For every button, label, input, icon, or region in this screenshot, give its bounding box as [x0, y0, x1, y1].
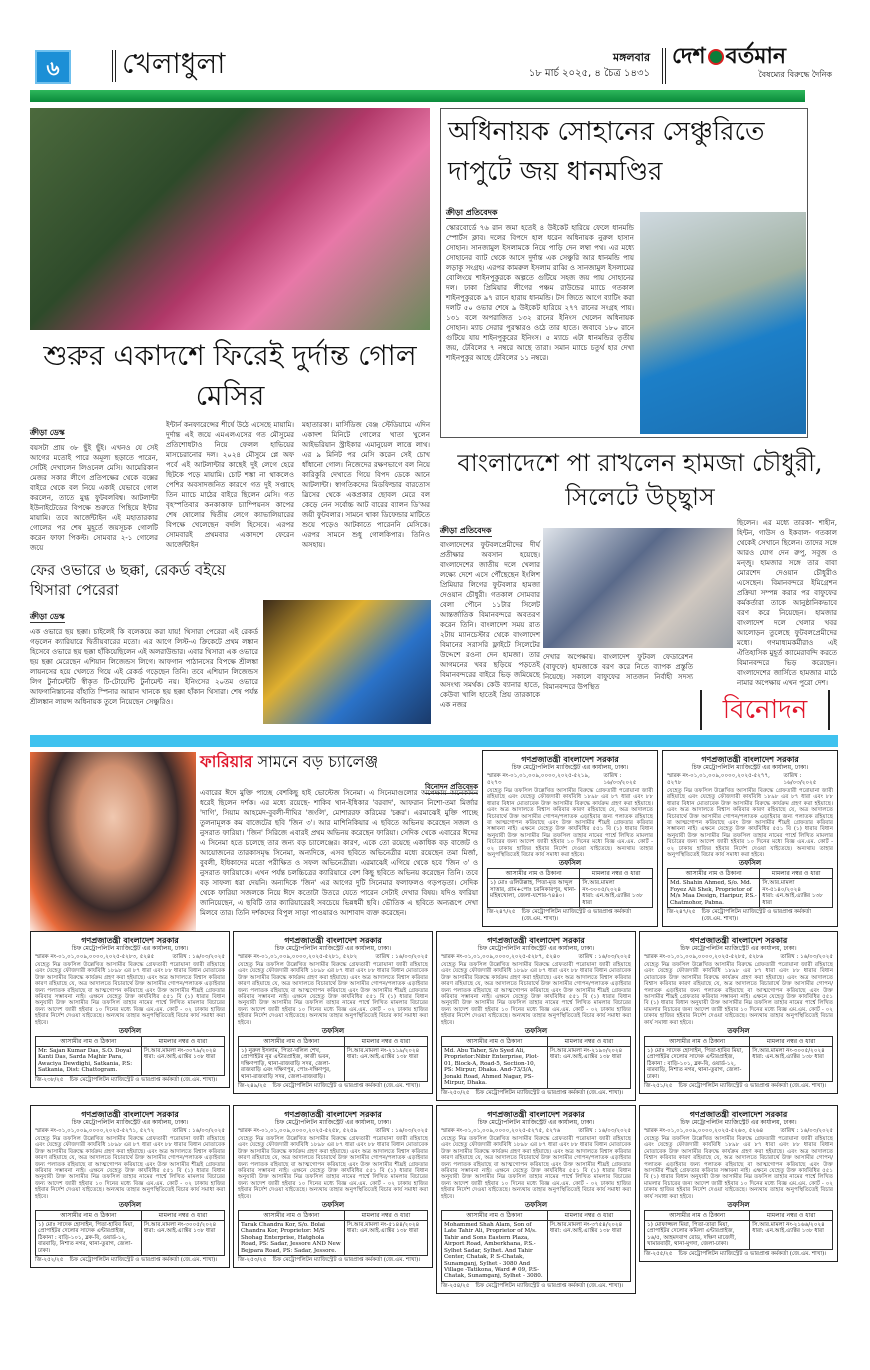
notice-office: চিফ মেট্রোপলিটন ম্যাজিস্ট্রেট এর কার্যালয়, ঢাকা। — [71, 1119, 189, 1126]
notice-body: যেহেতু নিম্ন তফসিল উল্লেখিত আসামীর বিরুদ্ধে গ্রেফতারী পরোয়ানা জারী রহিয়াছে এবং যেহেতু ফৌজদারী কার্যবিধি ১৮৯৮ এর ৮৭ ধারা এবং ৮৮ ধারার বিধান মোতাবেক উক্ত আসামীর বিরুদ্ধে কার্যক্রম গ্রহণ করা হইয়াছে। এবং অত্র আদালতে বিশ্বাস করিবার কারণ রহিয়াছে যে, অত্র আদালতে বিচারার্থে উক্ত আসামীর গোপন/পলাতক এড়াইবার জন্য পলাতক রহিয়াছে বা আত্মগোপন করিয়াছে এবং উক্ত আসামীর শীঘ্রই গ্রেফতার করিবার সম্ভাবনা নাই। এক্ষনে যেহেতু উক্ত কার্যবিধির ৫৫১ বি (১) ধারার বিধান অনুযায়ী উক্ত আসামীর নিম্ন তফসিল তাহার নামের পার্শ্বে লিখিত মামলার বিচারের জন্য আদেশ জারী হইবার ১০ দিনের মধ্যে বিজ্ঞ এম.এম. কোর্ট - ০২ ঢাকায় হাজির হইবার নির্দেশ দেওয়া যাইতেছে। অন্যথায় তাহার অনুপস্থিতিতেই বিচার কার্য সমাধা করা হইবে। — [667, 788, 833, 859]
messi-body-1: বয়সটা প্রায় ৩৮ ছুঁই ছুঁই। এখনও যে সেই আগের মতোই পারে অমূল্য ছড়াতে পারেন, সেটিই দেখালেন লিওনেল মেসি। আমেরিকান মেজর সকার লীগে প্রতিপক্ষের থেকে বক্সের বাইরে থেকে বল নিয়ে একাই যেভাবে গোল করলেন, তাতে মুগ্ধ ফুটবলবিশ্ব। আটলান্টা ইউনাইটেডের বিপক্ষে শুরুতে পিছিয়ে ইন্টার মায়ামি। তবে আর্জেন্টাইন এই মহাতারকার গোলের পর শেষ মুহূর্তে জয়সূচক গোলটি করেন ফাফা পিকল্ট। সোমবার ২-১ গোলের জয়ে — [30, 444, 158, 552]
notice-accused: ১) নুরুল ইসলাম, পিতা-খলিল শেখ, প্রোপাইটর নূর এন্টারপ্রাইজ, কাজী ভবন, দক্ষিণপাড়ি, থানা-রাজবাড়ি সদর, জেলা-রাজবাড়ি এবং দক্ষিণপুর, পোঃ-দক্ষিণপুর, থানা-রাজবাড়ি সদর, জেলা-রাজবাড়ি। — [239, 1047, 345, 1082]
notice-col-name: আসামীর নাম ও ঠিকানা — [239, 1211, 345, 1221]
perera-headline[interactable]: ফের ওভারে ৬ ছক্কা, রেকর্ড বইয়ে থিসারা পেরেরা — [30, 561, 226, 599]
notice-office: চিফ মেট্রোপলিটন ম্যাজিস্ট্রেট এর কার্যালয়, ঢাকা। — [71, 945, 189, 952]
hamza-photo — [543, 528, 733, 648]
notice-col-case: মামলার নম্বর ও ধারা — [141, 1211, 224, 1221]
notice-body: যেহেতু নিম্ন তফসিল উল্লেখিত আসামীর বিরুদ্ধে গ্রেফতারী পরোয়ানা জারী রহিয়াছে এবং যেহেতু ফৌজদারী কার্যবিধি ১৮৯৮ এর ৮৭ ধারা এবং ৮৮ ধারার বিধান মোতাবেক উক্ত আসামীর বিরুদ্ধে কার্যক্রম গ্রহণ করা হইয়াছে। এবং অত্র আদালতে বিশ্বাস করিবার কারণ রহিয়াছে যে, অত্র আদালতে বিচারার্থে উক্ত আসামীর গোপন/পলাতক এড়াইবার জন্য পলাতক রহিয়াছে বা আত্মগোপন করিয়াছে এবং উক্ত আসামীর শীঘ্রই গ্রেফতার করিবার সম্ভাবনা নাই। এক্ষনে যেহেতু উক্ত কার্যবিধির ৫৫১ বি (১) ধারার বিধান অনুযায়ী উক্ত আসামীর নিম্ন তফসিল তাহার নামের পার্শ্বে লিখিত মামলার বিচারের জন্য আদেশ জারী হইবার ১০ দিনের মধ্যে বিজ্ঞ এম.এম. কোর্ট - ০২ ঢাকায় হাজির হইবার নির্দেশ দেওয়া যাইতেছে। অন্যথায় তাহার অনুপস্থিতিতেই বিচার কার্য সমাধা করা হইবে। — [238, 962, 428, 1026]
notice-case-number: সি.আর.মামলা নং-৩৭৫৪/২০২৪ — [549, 1222, 623, 1229]
legal-notice — [436, 931, 636, 1101]
notice-col-name: আসামীর নাম ও ঠিকানা — [668, 869, 760, 879]
notice-code: জি-২৪৯/২৫ — [238, 1083, 267, 1090]
notice-signature: চিফ মেট্রোপলিটন ম্যাজিস্ট্রেট ও ভারপ্রাপ্ত কর্মকর্তা (জে.এম. শাখা)। — [521, 909, 631, 923]
notice-ref: স্মারক নং-০১,০১,০০৯,০০০০,২০২৫-৫২৮৩, ৫২৪৫ — [35, 954, 155, 960]
notice-accused: ১) মোঃ সাদেক হোসাইন, পিতা-হাবিব মিয়া, প্রোপাইটর দেলোর সাদেক এন্টারপ্রাইজ, ঠিকানা : বাড়ি-১০১, ব্লক-বি, ওয়ার্ড-১২, বারবাড়ি, নিশাত নগর, থানা-তুরাগ, জেলা-ঢাকা। — [645, 1047, 750, 1082]
date-block — [470, 50, 650, 82]
notice-office: চিফ মেট্রোপলিটন ম্যাজিস্ট্রেট এর কার্যালয়, ঢাকা। — [477, 1119, 595, 1126]
notice-accused: ১) মোঃ ওলিউল্লাহ, পিতা-মৃত আব্দুল সাত্তার, গ্রাম+পোঃ চরনিকারপুর, থানা-মহিষখোলা, জেলা-যশোর-৭৪৪০। — [488, 879, 580, 908]
notice-ref-row — [487, 773, 653, 787]
hamza-col-1 — [440, 518, 540, 710]
notice-col-case: মামলার নম্বর ও ধারা — [344, 1211, 427, 1221]
notice-table — [487, 868, 653, 908]
sohan-body: স্কোরবোর্ডে ৭৬ রান জমা হতেই ৪ উইকেট হারিয়ে ফেলে ধানমন্ডি স্পোর্টস ক্লাব। দলের বিপদে হাল ধরেন অধিনায়ক নুরুল হাসান সোহান। সানজামুল ইসলামকে নিয়ে পাড়ি দেন লম্বা পথ। এর মধ্যে সোহানের ব্যাট থেকে আসে দুর্দান্ত এক সেঞ্চুরি আর ধানমন্ডি পায় লড়াকু সংগ্রহ। এরপর কামরুল ইসলাম রাব্বি ও সানজামুল ইসলামের বোলিংয়ে শাইনপুকুরকে অল্পতে গুটিয়ে সহজ জয় পায় সোহানের দল। ঢাকা প্রিমিয়ার লীগের পঞ্চম রাউন্ডের ম্যাচে গতকাল শাইনপুকুরকে ৯৭ রানে হারায় ধানমন্ডি। টস জিতে আগে ব্যাটিং করা দলটি ৫০ ওভার শেষে ৯ উইকেট হারিয়ে ২৭৭ রানের সংগ্রহ পায়। ১৩১ বলে অপরাজিত ১৩২ রানের ইনিংস খেলেন অধিনায়ক সোহান। ম্যাচ সেরার পুরস্কারও ওঠে তার হাতে। জবাবে ১৮০ রানে গুটিয়ে যায় শাইনপুকুরের ইনিংস। ৫ ম্যাচে এটা ধানমন্ডির তৃতীয় জয়, টেবিলের ৭ নম্বরে আছে তারা। সমান ম্যাচে চতুর্থ হার দেখা শাইনপুকুর আছে টেবিলের ১১ নম্বরে। — [446, 224, 634, 362]
notice-body: যেহেতু নিম্ন তফসিল উল্লেখিত আসামীর বিরুদ্ধে গ্রেফতারী পরোয়ানা জারী রহিয়াছে এবং যেহেতু ফৌজদারী কার্যবিধি ১৮৯৮ এর ৮৭ ধারা এবং ৮৮ ধারার বিধান মোতাবেক উক্ত আসামীর বিরুদ্ধে কার্যক্রম গ্রহণ করা হইয়াছে। এবং অত্র আদালতে বিশ্বাস করিবার কারণ রহিয়াছে যে, অত্র আদালতে বিচারার্থে উক্ত আসামীর গোপন/পলাতক এড়াইবার জন্য পলাতক রহিয়াছে বা আত্মগোপন করিয়াছে এবং উক্ত আসামীর শীঘ্রই গ্রেফতার করিবার সম্ভাবনা নাই। এক্ষনে যেহেতু উক্ত কার্যবিধির ৫৫১ বি (১) ধারার বিধান অনুযায়ী উক্ত আসামীর নিম্ন তফসিল তাহার নামের পার্শ্বে লিখিত মামলার বিচারের জন্য আদেশ জারী হইবার ১০ দিনের মধ্যে বিজ্ঞ এম.এম. কোর্ট - ০২ ঢাকায় হাজির হইবার নির্দেশ দেওয়া যাইতেছে। অন্যথায় তাহার অনুপস্থিতিতেই বিচার কার্য সমাধা করা হইবে। — [441, 962, 631, 1026]
notice-case-number: সি.আর.মামলা নং-৩০০৫/২০২৪ — [143, 1222, 217, 1229]
notice-footer — [644, 1083, 833, 1090]
messi-headline[interactable]: শুরুর একাদশে ফিরেই দুর্দান্ত গোল মেসির — [43, 339, 417, 412]
notice-accused: Tarak Chandra Kor, S/o. Bolai Chandra Kor, Proprietor: M/S Shohag Enterprise, Hatghola Road, PS: Sadar, Jessore AND New Bejpara Road, PS: Sadar, Jessore. — [239, 1221, 345, 1256]
notice-title: গণপ্রজাতন্ত্রী বাংলাদেশ সরকার — [689, 1109, 788, 1119]
fariya-headline[interactable] — [200, 752, 478, 772]
notice-office: চিফ মেট্রোপলিটন ম্যাজিস্ট্রেট এর কার্যালয়, ঢাকা। — [477, 945, 595, 952]
notice-ref-row — [667, 773, 833, 787]
date: ১৮ মার্চ ২০২৫, ৪ চৈত্র ১৪৩১ — [528, 68, 650, 79]
section-title — [112, 46, 225, 82]
notice-footer — [667, 909, 833, 923]
notice-schedule-label: তফসিল — [727, 1026, 750, 1036]
notice-col-name: আসামীর নাম ও ঠিকানা — [239, 1037, 345, 1047]
sohan-headline[interactable]: অধিনায়ক সোহানের সেঞ্চুরিতে দাপুটে জয় ধানমণ্ডির — [448, 117, 765, 187]
notice-footer — [441, 1090, 631, 1097]
notice-case-number: সি.আর.মামলা নং-৫১৪০/২০২৪ — [762, 880, 801, 893]
legal-notice — [662, 750, 838, 927]
notice-signature: চিফ মেট্রোপলিটন ম্যাজিস্ট্রেট ও ভারপ্রাপ্ত কর্মকর্তা (জে.এম. শাখা)। — [678, 1250, 827, 1257]
perera-body: এক ওভারে ছয় ছক্কা। চাইলেই কি বলেকয়ে করা যায়! থিসারা পেরেরা এই রেকর্ড গড়লেন ক্যারিয়ারে দ্বিতীয়বারের মতো। এর আগে লিস্ট-এ ক্রিকেটে প্রথম লঙ্কান হিসেবে ওভারে ছয় ছক্কা হাঁকিয়েছিলেন এই অলরাউন্ডার। এবার থিসারা এক ওভারে ছয় ছক্কা মেরেছেন এশিয়ান লিজেন্ডস লিগে। আফগান পাঠানসের বিপক্ষে শ্রীলঙ্কা লায়নসের হয়ে খেলতে গিয়ে এই রেকর্ড গড়েছেন তিনি। তবে এশিয়ান লিজেন্ডস লিগ টুর্নামেন্টটি স্বীকৃত টি-টোয়েন্টি টুর্নামেন্ট নয়। ইনিংসের ২০তম ওভারে আফগানিস্তানের বাঁহাতি স্পিনার আয়ান খানকে ছয় ছক্কা হাঁকান থিসারা। শেষ পর্যন্ত শ্রীলঙ্কান লায়ন্স অধিনায়ক তুলে নিয়েছেন সেঞ্চুরিও। — [30, 628, 258, 706]
notice-col-case: মামলার নম্বর ও ধারা — [344, 1037, 427, 1047]
notice-schedule-label: তফসিল — [321, 1026, 345, 1036]
notice-body: যেহেতু নিম্ন তফসিল উল্লেখিত আসামীর বিরুদ্ধে গ্রেফতারী পরোয়ানা জারী রহিয়াছে এবং যেহেতু ফৌজদারী কার্যবিধি ১৮৯৮ এর ৮৭ ধারা এবং ৮৮ ধারার বিধান মোতাবেক উক্ত আসামীর বিরুদ্ধে কার্যক্রম গ্রহণ করা হইয়াছে। এবং অত্র আদালতে বিশ্বাস করিবার কারণ রহিয়াছে যে, অত্র আদালতে বিচারার্থে উক্ত আসামীর গোপন/পলাতক এড়াইবার জন্য পলাতক রহিয়াছে বা আত্মগোপন করিয়াছে এবং উক্ত আসামীর শীঘ্রই গ্রেফতার করিবার সম্ভাবনা নাই। এক্ষনে যেহেতু উক্ত কার্যবিধির ৫৫১ বি (১) ধারার বিধান অনুযায়ী উক্ত আসামীর নিম্ন তফসিল তাহার নামের পার্শ্বে লিখিত মামলার বিচারের জন্য আদেশ জারী হইবার ১০ দিনের মধ্যে বিজ্ঞ এম.এম. কোর্ট - ০২ ঢাকায় হাজির হইবার নির্দেশ দেওয়া যাইতেছে। অন্যথায় তাহার অনুপস্থিতিতেই বিচার কার্য সমাধা করা হইবে। — [35, 1136, 225, 1200]
notice-schedule-label: তফসিল — [118, 1026, 142, 1036]
notice-office: চিফ মেট্রোপলিটন ম্যাজিস্ট্রেট এর কার্যালয়, ঢাকা। — [274, 945, 392, 952]
notice-col-case: মামলার নম্বর ও ধারা — [750, 1037, 833, 1047]
notice-ref: স্মারক নং-০১,০১,০০৯,০০০০,২০২৫-৫২৭৫, ৫২৭৬ — [441, 1128, 561, 1134]
notice-schedule-label: তফসিল — [524, 1200, 548, 1210]
notice-case-number: সি.আর.মামলা নং-৩০০৫/২০২৪ — [752, 1048, 825, 1055]
sohan-byline: ক্রীড়া প্রতিবেদক — [446, 208, 498, 217]
perera-byline: ক্রীড়া ডেস্ক — [30, 612, 65, 621]
notice-section: ধারা: এন.আই.এ্যাক্টর ১৩৮ ধারা — [752, 1228, 824, 1235]
notice-footer — [487, 909, 653, 923]
sohan-text — [446, 200, 634, 363]
notice-case-number: সি.আর.মামলা নং-৩০০৫/২০২৪ — [582, 880, 621, 893]
page-number: ৬ — [35, 50, 71, 84]
notice-signature: চিফ মেট্রোপলিটন ম্যাজিস্ট্রেট ও ভারপ্রাপ্ত কর্মকর্তা (জে.এম. শাখা)। — [272, 1083, 421, 1090]
notice-schedule-label: তফসিল — [558, 858, 582, 868]
notice-schedule-label: তফসিল — [727, 1200, 750, 1210]
notice-office: চিফ মেট্রোপলিটন ম্যাজিস্ট্রেট এর কার্যালয়, ঢাকা। — [274, 1119, 392, 1126]
notice-date: তারিখ : ১৬/০৩/২০২৫ — [578, 1128, 631, 1134]
messi-col-1 — [30, 420, 158, 553]
notice-code: জি-২৫২/২৫ — [35, 1257, 64, 1264]
notice-ref: স্মারক নং-০১,০১,০০৯,০০০০,২০২৫-৫২৫৮, ৫২৫৯ — [238, 1128, 358, 1134]
notice-ref-row — [35, 1128, 225, 1135]
legal-notice — [436, 1105, 636, 1294]
hamza-body-2: দেখার অপেক্ষায়। বাংলাদেশ ফুটবল ফেডারেশন (বাফুফে) হামজাকে বরণ করে নিতে ব্যাপক প্রস্তুতি নিয়েছে। সকালে বাফুফের সাতজন নির্বাহী সদস্য বিমানবন্দরে উপস্থিত — [543, 653, 693, 691]
messi-body-2: ইন্টার্ন কনফারেন্সের শীর্ষে উঠে এসেছে মায়ামি। দুর্দান্ত এই জয়ে এমএলএসের গত মৌসুমের প্রতিশোধটাও নিয়ে ফেলল হাভিয়ের মাসচেরানোর দল। ২০২৪ মৌসুমে প্লে অফ পর্বে এই আটলান্টার কাছেই দুই লেগে হেরে ছিটকে পড়ে মায়ামি। চোট শঙ্কা না থাকলেও পেশির অবসাদজনিত কারণে গত দুই সপ্তাহে তিন ম্যাচে মাঠের বাইরে ছিলেন মেসি। গত বৃহস্পতিবার কনকাকাফ চ্যাম্পিয়নস কাপের শেষ ষোলোর দ্বিতীয় লেগে ক্যাভালিয়ারের বিপক্ষে খেলেছেন বদলি হিসেবে। এরপর সোমবারই প্রথমবার একাদশে ফেরেন আর্জেন্টাইন — [166, 421, 294, 549]
notice-ref: স্মারক নং-০১,০১,০০৯,০০০০,২০২৫-৫২৮১, ৫২৮২ — [238, 954, 358, 960]
notice-ref: স্মারক নং-০১,০১,০০৯,০০০০,২০২৫-৫২৮৭, ৫২৪০ — [441, 954, 561, 960]
notice-signature: চিফ মেট্রোপলিটন ম্যাজিস্ট্রেট ও ভারপ্রাপ্ত কর্মকর্তা (জে.এম. শাখা)। — [272, 1257, 421, 1264]
sohan-photo — [640, 212, 806, 434]
notice-case — [750, 1221, 833, 1250]
notice-footer — [35, 1077, 225, 1084]
notice-date: তারিখ : ১৬/০৩/২০২৫ — [578, 954, 631, 960]
notice-signature: চিফ মেট্রোপলিটন ম্যাজিস্ট্রেট ও ভারপ্রাপ্ত কর্মকর্তা (জে.এম. শাখা)। — [678, 1083, 827, 1090]
notice-code: জি-২৪৭/২৫ — [667, 909, 696, 916]
logo-text-left: দেশ — [672, 43, 706, 69]
notice-section: ধারা: এন.আই.এ্যাক্টর ১৩৮ ধারা — [143, 1054, 216, 1061]
messi-photo — [30, 108, 430, 330]
notice-case — [141, 1047, 224, 1076]
notice-ref: স্মারক নং-০১,০১,০০৯,০০০০,২০২৫-৫২৭১, ৫২৭২ — [35, 1128, 155, 1134]
notice-footer — [238, 1257, 428, 1264]
notice-table — [644, 1036, 833, 1082]
notice-accused: Md. Shahin Ahmed, S/o. Md. Foyez Ali Shek, Proprietor of M/s Maa Design, Haripur, P.S.-Chatmohor, Pabna. — [668, 879, 760, 908]
notice-date: তারিখ : ১৬/০৩/২০২৫ — [375, 1128, 428, 1134]
notice-body: যেহেতু নিম্ন তফসিল উল্লেখিত আসামীর বিরুদ্ধে গ্রেফতারী পরোয়ানা জারী রহিয়াছে এবং যেহেতু ফৌজদারী কার্যবিধি ১৮৯৮ এর ৮৭ ধারা এবং ৮৮ ধারার বিধান মোতাবেক উক্ত আসামীর বিরুদ্ধে কার্যক্রম গ্রহণ করা হইয়াছে। এবং অত্র আদালতে বিশ্বাস করিবার কারণ রহিয়াছে যে, অত্র আদালতে বিচারার্থে উক্ত আসামীর গোপন/পলাতক এড়াইবার জন্য পলাতক রহিয়াছে বা আত্মগোপন করিয়াছে এবং উক্ত আসামীর শীঘ্রই গ্রেফতার করিবার সম্ভাবনা নাই। এক্ষনে যেহেতু উক্ত কার্যবিধির ৫৫১ বি (১) ধারার বিধান অনুযায়ী উক্ত আসামীর নিম্ন তফসিল তাহার নামের পার্শ্বে লিখিত মামলার বিচারের জন্য আদেশ জারী হইবার ১০ দিনের মধ্যে বিজ্ঞ এম.এম. কোর্ট - ০২ ঢাকায় হাজির হইবার নির্দেশ দেওয়া যাইতেছে। অন্যথায় তাহার অনুপস্থিতিতেই বিচার কার্য সমাধা করা হইবে। — [644, 1136, 833, 1200]
notice-col-case: মামলার নম্বর ও ধারা — [750, 1211, 833, 1221]
notice-accused: Mr. Sajan Kumar Das, S.O. Doyal Kanti Das, Sarda Majhir Para, Awaciya Dewdighi, Satkania, P.S: Satkania, Dist: Chattogram. — [36, 1047, 142, 1076]
notice-case-number: সি.আর.মামলা নং-২১১৯/২০২৪ — [346, 1048, 420, 1055]
notice-title: গণপ্রজাতন্ত্রী বাংলাদেশ সরকার — [81, 935, 179, 945]
fariya-byline: বিনোদন প্রতিবেদক — [425, 782, 478, 794]
notice-accused: Mohammed Shah Alam, Son of Late Tahir Ali, Proprietor of M/s. Tahir and Sons Eastern Plaza, Airport Road, Amberkhana, P.S.-Sylhet Sadar, Sylhet. And Tahir Center, Chatak, P. S-Chatak, Sunamganj, Sylhet - 3080 And Village -Tatikona, Ward # 09, P.S-Chatak, Sunamganj, Sylhet - 3080. — [442, 1221, 548, 1282]
notice-ref-row — [644, 1128, 833, 1135]
notice-case-number: সি.আর.মামলা নং-২১৯০/২০২৪ — [549, 1048, 623, 1055]
legal-notice — [30, 931, 230, 1088]
notice-table — [644, 1210, 833, 1250]
notice-date: তারিখ : ১৬/০৩/২০২৫ — [783, 773, 817, 786]
notice-col-name: আসামীর নাম ও ঠিকানা — [645, 1037, 750, 1047]
section-divider — [112, 50, 116, 82]
fariya-headline-name: ফারিয়ার — [200, 752, 253, 771]
legal-notice — [233, 931, 433, 1094]
notice-col-case: মামলার নম্বর ও ধারা — [760, 869, 833, 879]
notice-col-name: আসামীর নাম ও ঠিকানা — [442, 1037, 548, 1047]
weekday: মঙ্গলবার — [613, 51, 650, 64]
notice-title: গণপ্রজাতন্ত্রী বাংলাদেশ সরকার — [284, 935, 382, 945]
notice-case — [344, 1221, 427, 1256]
notice-ref-row — [238, 954, 428, 961]
fariya-body: এবারের ঈদে মুক্তি পাচ্ছে বেশকিছু হাই ভোল্টেজ সিনেমা। এ সিনেমাগুলোর অপেক্ষায় অনেকদিন ধরেই ছিলেন দর্শক। এর মধ্যে রয়েছে- শাকিব খান-ইধিকার 'বরবাদ', আফরান নিশো-তমা মির্জার 'দাগি', সিয়াম আহমেদ-বুবলী-দীঘির 'জংলি', মোশাররফ করিমের 'চক্কর'। এরমাঝেই মুক্তি পাচ্ছে তুলনামূলক কম বাজেটের ছবি 'জিন ৩'। আর মাশিনিকিয়ার এ ছবিতে অভিনয় করেছেন সজল ও নুসরাত ফারিয়া। 'জিন' সিরিজে এবারই প্রথম অভিনয় করেছেন ফারিয়া। সেদিক থেকে এবারের ঈদের এ সিনেমা হতে চলেছে তার জন্য বড় চ্যালেঞ্জের। কারণ, একে তো রয়েছে একাধিক বড় বাজেট ও আয়োজনের তারকাসমৃদ্ধ সিনেমা, অন্যদিকে, এসব ছবিতে অভিনেত্রীর মধ্যে রয়েছেন তমা মির্জা, বুবলী, ইধিকাদের মতো পরীক্ষিত ও সফল অভিনেত্রীরা। এরমাঝেই এগিয়ে থেকে হবে 'জিন ৩' ও নুসরাত ফারিয়াকে। এখন পর্যন্ত চলচ্চিত্রের ক্যারিয়ারে বেশ কিছু ছবিতে অভিনয় করেছেন তিনি। তবে বড় সাফল্য ধরা দেয়নি। অন্যদিকে 'জিন' এর আগের দুটি সিনেমার ফলাফলও গড়পড়তা। সেদিক থেকে ফারিয়া সজলকে নিয়ে ঈদে কতোটা উতরে যেতে পারেন সেটাই দেখার বিষয়। যদিও ফারিয়া জানিয়েছেন, এ ছবিটি তার ক্যারিয়ারেরই সবচেয়ে ভিন্নধর্মী ছবি। ভৌতিক এ ছবিতে অন্যরূপে দেখা মিলবে তার। তিনি দর্শকদের বিপুল সাড়া পাওয়ারও আশাবাদ ব্যক্ত করেছেন। — [200, 789, 478, 917]
notice-title: গণপ্রজাতন্ত্রী বাংলাদেশ সরকার — [689, 935, 788, 945]
notice-body: যেহেতু নিম্ন তফসিল উল্লেখিত আসামীর বিরুদ্ধে গ্রেফতারী পরোয়ানা জারী রহিয়াছে এবং যেহেতু ফৌজদারী কার্যবিধি ১৮৯৮ এর ৮৭ ধারা এবং ৮৮ ধারার বিধান মোতাবেক উক্ত আসামীর বিরুদ্ধে কার্যক্রম গ্রহণ করা হইয়াছে। এবং অত্র আদালতে বিশ্বাস করিবার কারণ রহিয়াছে যে, অত্র আদালতে বিচারার্থে উক্ত আসামীর গোপন/পলাতক এড়াইবার জন্য পলাতক রহিয়াছে বা আত্মগোপন করিয়াছে এবং উক্ত আসামীর শীঘ্রই গ্রেফতার করিবার সম্ভাবনা নাই। এক্ষনে যেহেতু উক্ত কার্যবিধির ৫৫১ বি (১) ধারার বিধান অনুযায়ী উক্ত আসামীর নিম্ন তফসিল তাহার নামের পার্শ্বে লিখিত মামলার বিচারের জন্য আদেশ জারী হইবার ১০ দিনের মধ্যে বিজ্ঞ এম.এম. কোর্ট - ০২ ঢাকায় হাজির হইবার নির্দেশ দেওয়া যাইতেছে। অন্যথায় তাহার অনুপস্থিতিতেই বিচার কার্য সমাধা করা হইবে। — [487, 788, 653, 859]
notice-office: চিফ মেট্রোপলিটন ম্যাজিস্ট্রেট এর কার্যালয়, ঢাকা। — [680, 1119, 797, 1126]
entertainment-section-label: বিনোদন — [700, 690, 830, 730]
hamza-byline: ক্রীড়া প্রতিবেদক — [440, 526, 492, 535]
notice-table — [238, 1036, 428, 1082]
notice-section: ধারা: এন.আই.এ্যাক্টর ১৩৮ ধারা — [143, 1228, 216, 1235]
notice-ref: স্মারক নং-০১,০১,০০৯,০০০০,২০২৫-৫২৭৭, ৫২৭৮ — [667, 773, 770, 786]
notice-ref: স্মারক নং-০১,০১,০০৯,০০০০,২০২৫-৫২৬৩, ৫২৬৪ — [644, 1128, 764, 1134]
notice-title: গণপ্রজাতন্ত্রী বাংলাদেশ সরকার — [487, 1109, 585, 1119]
messi-body-3: মহাতারকা। মার্সিডিজ বেঞ্জ স্টেডিয়ামে এদিন একাদশ মিনিটে গোলের খাতা খুলেন আইভরিয়ান স্ট্রাইকার এমানুয়েল লাত্তে লাথ। এর ৯ মিনিট পর মেসি করেন সেই চোখ ধাঁধানো গোল। নিজেদের রক্ষণভাগে বল নিয়ে কারিকুরি দেখাতে গিয়ে বিপদ ডেকে আনে আটলান্টা। স্বাগতিকদের মিডফিল্ডার বারতোস স্লিসের থেকে একপ্রকার ছোবল মেরে বল কেড়ে নেন সর্বোচ্চ আট বারের ব্যালন ডি'অর জয়ী ফুটবলার। সামনে থাকা ডিফেন্ডার মাটিতে শুয়ে পড়েও আটকাতে পারেননি মেসিকে। এরপর সামনে শুধু গোলকিপার। তিনিও অসহায়। — [302, 421, 430, 549]
notice-body: যেহেতু নিম্ন তফসিল উল্লেখিত আসামীর বিরুদ্ধে গ্রেফতারী পরোয়ানা জারী রহিয়াছে এবং যেহেতু ফৌজদারী কার্যবিধি ১৮৯৮ এর ৮৭ ধারা এবং ৮৮ ধারার বিধান মোতাবেক উক্ত আসামীর বিরুদ্ধে কার্যক্রম গ্রহণ করা হইয়াছে। এবং অত্র আদালতে বিশ্বাস করিবার কারণ রহিয়াছে যে, অত্র আদালতে বিচারার্থে উক্ত আসামীর গোপন/পলাতক এড়াইবার জন্য পলাতক রহিয়াছে বা আত্মগোপন করিয়াছে এবং উক্ত আসামীর শীঘ্রই গ্রেফতার করিবার সম্ভাবনা নাই। এক্ষনে যেহেতু উক্ত কার্যবিধির ৫৫১ বি (১) ধারার বিধান অনুযায়ী উক্ত আসামীর নিম্ন তফসিল তাহার নামের পার্শ্বে লিখিত মামলার বিচারের জন্য আদেশ জারী হইবার ১০ দিনের মধ্যে বিজ্ঞ এম.এম. কোর্ট - ০২ ঢাকায় হাজির হইবার নির্দেশ দেওয়া যাইতেছে। অন্যথায় তাহার অনুপস্থিতিতেই বিচার কার্য সমাধা করা হইবে। — [644, 962, 833, 1026]
notice-signature: চিফ মেট্রোপলিটন ম্যাজিস্ট্রেট ও ভারপ্রাপ্ত কর্মকর্তা (জে.এম. শাখা)। — [475, 1089, 624, 1096]
notice-case-number: সি.আর.মামলা নং-৫১৪৪/২০২৪ — [346, 1222, 420, 1229]
notice-signature: চিফ মেট্রোপলিটন ম্যাজিস্ট্রেট ও ভারপ্রাপ্ত কর্মকর্তা (জে.এম. শাখা)। — [701, 909, 811, 923]
notice-footer — [644, 1251, 833, 1258]
notice-section: ধারা: এন.আই.এ্যাক্টর ১৩৮ ধারা — [762, 893, 823, 906]
notice-date: তারিখ : ১৬/০৩/২০২৫ — [780, 954, 833, 960]
notice-code: জি-২৪৭/২৫ — [487, 909, 516, 916]
logo-seal-icon — [708, 49, 724, 65]
notice-schedule-label: তফসিল — [118, 1200, 142, 1210]
notice-section: ধারা: এন.আই.এ্যাক্টর ১৩৮ ধারা — [752, 1054, 824, 1061]
header-divider — [662, 48, 666, 84]
notice-footer — [35, 1257, 225, 1264]
notice-col-name: আসামীর নাম ও ঠিকানা — [442, 1211, 548, 1221]
notice-code: জি-২৫৩/২৫ — [238, 1257, 267, 1264]
notice-ref-row — [441, 954, 631, 961]
notice-col-case: মামলার নম্বর ও ধারা — [141, 1037, 224, 1047]
notice-code: জি-২৫০/২৫ — [441, 1089, 470, 1096]
perera-text — [30, 604, 258, 707]
notice-accused: Md. Abu Taher, S/o Syed Ali, Proprietor:Nibir Enterprise, Plot-01, Block-A, Road-5, Section-10, PS: Mirpur, Dhaka. And-73/3/A, Jonaki Road, Ahmed Nagar, PS-Mirpur, Dhaka. — [442, 1047, 548, 1088]
notice-col-name: আসামীর নাম ও ঠিকানা — [488, 869, 580, 879]
notice-section: ধারা: এন.আই.এ্যাক্টর ১৩৮ ধারা — [582, 893, 643, 906]
notice-case — [547, 1047, 630, 1088]
header-green-bar — [30, 90, 805, 102]
notice-col-name: আসামীর নাম ও ঠিকানা — [36, 1211, 142, 1221]
notice-schedule-label: তফসিল — [321, 1200, 345, 1210]
notice-body: যেহেতু নিম্ন তফসিল উল্লেখিত আসামীর বিরুদ্ধে গ্রেফতারী পরোয়ানা জারী রহিয়াছে এবং যেহেতু ফৌজদারী কার্যবিধি ১৮৯৮ এর ৮৭ ধারা এবং ৮৮ ধারার বিধান মোতাবেক উক্ত আসামীর বিরুদ্ধে কার্যক্রম গ্রহণ করা হইয়াছে। এবং অত্র আদালতে বিশ্বাস করিবার কারণ রহিয়াছে যে, অত্র আদালতে বিচারার্থে উক্ত আসামীর গোপন/পলাতক এড়াইবার জন্য পলাতক রহিয়াছে বা আত্মগোপন করিয়াছে এবং উক্ত আসামীর শীঘ্রই গ্রেফতার করিবার সম্ভাবনা নাই। এক্ষনে যেহেতু উক্ত কার্যবিধির ৫৫১ বি (১) ধারার বিধান অনুযায়ী উক্ত আসামীর নিম্ন তফসিল তাহার নামের পার্শ্বে লিখিত মামলার বিচারের জন্য আদেশ জারী হইবার ১০ দিনের মধ্যে বিজ্ঞ এম.এম. কোর্ট - ০২ ঢাকায় হাজির হইবার নির্দেশ দেওয়া যাইতেছে। অন্যথায় তাহার অনুপস্থিতিতেই বিচার কার্য সমাধা করা হইবে। — [238, 1136, 428, 1200]
notice-case-number: সি.আর.মামলা নং-২১৬৬/২০২৪ — [752, 1222, 825, 1229]
notice-title: গণপ্রজাতন্ত্রী বাংলাদেশ সরকার — [81, 1109, 179, 1119]
notice-section: ধারা: এন.আই.এ্যাক্টর ১৩৮ ধারা — [346, 1228, 419, 1235]
hamza-body-1: বাংলাদেশের ফুটবলপ্রেমীদের দীর্ঘ প্রতীক্ষার অবসান হয়েছে। বাংলাদেশের জাতীয় দলে খেলার লক্ষ্যে দেশে এসে পৌঁছেছেন ইংলিশ প্রিমিয়ার লিগের ফুটবলার হামজা দেওয়ান চৌধুরী। গতকাল সোমবার বেলা পৌনে ১১টার সিলেট আন্তর্জাতিক বিমানবন্দরে অবতরণ করেন তিনি। বাংলাদেশ সময় রাত ২টায় ম্যানচেস্টার থেকে বাংলাদেশ বিমানের সরাসরি ফ্লাইটে সিলেটের উদ্দেশে রওনা দেন হামজা। তার আগমনের খবর ছড়িয়ে পড়তেই বিমানবন্দরের বাইরে ভিড় জমিয়েছে অসংখ্য সমর্থক। কেউ ব্যানার হাতে, কেউবা খালি হাতেই প্রিয় তারকাকে এক নজর — [440, 541, 540, 709]
notice-schedule-label: তফসিল — [524, 1026, 548, 1036]
notice-footer — [441, 1283, 631, 1290]
notice-col-name: আসামীর নাম ও ঠিকানা — [36, 1037, 142, 1047]
notice-table — [238, 1210, 428, 1256]
notice-schedule-label: তফসিল — [738, 858, 762, 868]
notice-title: গণপ্রজাতন্ত্রী বাংলাদেশ সরকার — [521, 754, 619, 764]
fariya-headline-rest: সামনে বড় চ্যালেঞ্জ — [257, 752, 379, 771]
logo-text-right: বর্তমান — [725, 43, 786, 69]
notice-title: গণপ্রজাতন্ত্রী বাংলাদেশ সরকার — [487, 935, 585, 945]
notice-col-name: আসামীর নাম ও ঠিকানা — [645, 1211, 750, 1221]
notice-body: যেহেতু নিম্ন তফসিল উল্লেখিত আসামীর বিরুদ্ধে গ্রেফতারী পরোয়ানা জারী রহিয়াছে এবং যেহেতু ফৌজদারী কার্যবিধি ১৮৯৮ এর ৮৭ ধারা এবং ৮৮ ধারার বিধান মোতাবেক উক্ত আসামীর বিরুদ্ধে কার্যক্রম গ্রহণ করা হইয়াছে। এবং অত্র আদালতে বিশ্বাস করিবার কারণ রহিয়াছে যে, অত্র আদালতে বিচারার্থে উক্ত আসামীর গোপন/পলাতক এড়াইবার জন্য পলাতক রহিয়াছে বা আত্মগোপন করিয়াছে এবং উক্ত আসামীর শীঘ্রই গ্রেফতার করিবার সম্ভাবনা নাই। এক্ষনে যেহেতু উক্ত কার্যবিধির ৫৫১ বি (১) ধারার বিধান অনুযায়ী উক্ত আসামীর নিম্ন তফসিল তাহার নামের পার্শ্বে লিখিত মামলার বিচারের জন্য আদেশ জারী হইবার ১০ দিনের মধ্যে বিজ্ঞ এম.এম. কোর্ট - ০২ ঢাকায় হাজির হইবার নির্দেশ দেওয়া যাইতেছে। অন্যথায় তাহার অনুপস্থিতিতেই বিচার কার্য সমাধা করা হইবে। — [441, 1136, 631, 1200]
notice-title: গণপ্রজাতন্ত্রী বাংলাদেশ সরকার — [701, 754, 799, 764]
notice-accused: ১) মোঃ সাদেক হোসাইন, পিতা-হাবিব মিয়া, প্রোপাইটর দেলোর সাদেক এন্টারপ্রাইজ, ঠিকানা : বাড়ি-১০১, ব্লক-বি, ওয়ার্ড-১২, বারবাড়ি, নিশাত নগর, থানা-তুরাগ, জেলা-ঢাকা। — [36, 1221, 142, 1256]
notice-case — [344, 1047, 427, 1082]
notice-office: চিফ মেট্রোপলিটন ম্যাজিস্ট্রেট এর কার্যালয়, ঢাকা। — [691, 764, 809, 771]
notice-col-case: মামলার নম্বর ও ধারা — [580, 869, 653, 879]
legal-notice — [639, 1105, 838, 1262]
notice-office: চিফ মেট্রোপলিটন ম্যাজিস্ট্রেট এর কার্যালয়, ঢাকা। — [511, 764, 629, 771]
notice-footer — [238, 1083, 428, 1090]
notice-case — [141, 1221, 224, 1256]
legal-notice — [233, 1105, 433, 1268]
notice-date: তারিখ : ১৬/০৩/২০২৫ — [603, 773, 637, 786]
notice-case — [547, 1221, 630, 1282]
notice-col-case: মামলার নম্বর ও ধারা — [547, 1211, 630, 1221]
newspaper-logo[interactable] — [672, 42, 832, 88]
notice-title: গণপ্রজাতন্ত্রী বাংলাদেশ সরকার — [284, 1109, 382, 1119]
notice-ref: স্মারক নং-০১,০১,০০৯,০০০০,২০২৫-৫২৮৫, ৫২৮৬ — [644, 954, 764, 960]
notice-date: তারিখ : ১৬/০৩/২০২৫ — [172, 1128, 225, 1134]
notice-section: ধারা: এন.আই.এ্যাক্টর ১৩৮ ধারা — [549, 1228, 622, 1235]
notice-case-number: সি.আর.মামলা নং-৩০৭৯/২০২৪ — [143, 1048, 217, 1055]
logo-tagline: বৈষম্যের বিরুদ্ধে দৈনিক — [758, 70, 832, 79]
notice-table — [441, 1210, 631, 1282]
notice-table — [35, 1210, 225, 1256]
notice-code: জি-২৫১/২৫ — [644, 1083, 673, 1090]
legal-notice — [482, 750, 658, 927]
notice-signature: চিফ মেট্রোপলিটন ম্যাজিস্ট্রেট ও ভারপ্রাপ্ত কর্মকর্তা (জে.এম. শাখা)। — [69, 1076, 218, 1083]
notice-signature: চিফ মেট্রোপলিটন ম্যাজিস্ট্রেট ও ভারপ্রাপ্ত কর্মকর্তা (জে.এম. শাখা)। — [69, 1257, 218, 1264]
notice-case — [580, 879, 653, 908]
notice-date: তারিখ : ১৬/০৩/২০২৫ — [780, 1128, 833, 1134]
notice-date: তারিখ : ১৬/০৩/২০২৫ — [172, 954, 225, 960]
notice-case — [760, 879, 833, 908]
entertainment-blue-bar — [30, 735, 838, 747]
notice-body: যেহেতু নিম্ন তফসিল উল্লেখিত আসামীর বিরুদ্ধে গ্রেফতারী পরোয়ানা জারী রহিয়াছে এবং যেহেতু ফৌজদারী কার্যবিধি ১৮৯৮ এর ৮৭ ধারা এবং ৮৮ ধারার বিধান মোতাবেক উক্ত আসামীর বিরুদ্ধে কার্যক্রম গ্রহণ করা হইয়াছে। এবং অত্র আদালতে বিশ্বাস করিবার কারণ রহিয়াছে যে, অত্র আদালতে বিচারার্থে উক্ত আসামীর গোপন/পলাতক এড়াইবার জন্য পলাতক রহিয়াছে বা আত্মগোপন করিয়াছে এবং উক্ত আসামীর শীঘ্রই গ্রেফতার করিবার সম্ভাবনা নাই। এক্ষনে যেহেতু উক্ত কার্যবিধির ৫৫১ বি (১) ধারার বিধান অনুযায়ী উক্ত আসামীর নিম্ন তফসিল তাহার নামের পার্শ্বে লিখিত মামলার বিচারের জন্য আদেশ জারী হইবার ১০ দিনের মধ্যে বিজ্ঞ এম.এম. কোর্ট - ০২ ঢাকায় হাজির হইবার নির্দেশ দেওয়া যাইতেছে। অন্যথায় তাহার অনুপস্থিতিতেই বিচার কার্য সমাধা করা হইবে। — [35, 962, 225, 1026]
notice-section: ধারা: এন.আই.এ্যাক্টর ১৩৮ ধারা — [346, 1054, 419, 1061]
notice-office: চিফ মেট্রোপলিটন ম্যাজিস্ট্রেট এর কার্যালয়, ঢাকা। — [680, 945, 797, 952]
messi-byline: ক্রীড়া ডেস্ক — [30, 428, 65, 437]
notice-table — [441, 1036, 631, 1088]
notice-table — [35, 1036, 225, 1076]
perera-photo — [263, 600, 431, 724]
notice-ref-row — [238, 1128, 428, 1135]
notice-ref-row — [644, 954, 833, 961]
section-label: খেলাধুলা — [122, 47, 226, 80]
notice-code: জি-২৩৮/২৫ — [35, 1076, 64, 1083]
hamza-headline[interactable]: বাংলাদেশে পা রাখলেন হামজা চৌধুরী, সিলেটে উচ্ছ্বাস — [457, 449, 823, 511]
notice-code: জি-২৫৪/২৫ — [441, 1282, 470, 1289]
notice-signature: চিফ মেট্রোপলিটন ম্যাজিস্ট্রেট ও ভারপ্রাপ্ত কর্মকর্তা (জে.এম. শাখা)। — [475, 1282, 624, 1289]
notice-date: তারিখ : ১৬/০৩/২০২৫ — [375, 954, 428, 960]
hamza-body-3: ছিলেন। এর মধ্যে তারকা- শাহীন, হিন্টন, গাউস ও ইকবাল- গতকাল থেকেই সেখানে ছিলেন। তাদের সঙ্গে আরও যোগ দেন রুপু, সবুজ ও মন্জু। হামজার সঙ্গে তার বাবা মোরশেদ দেওয়ান চৌধুরীও এসেছেন। বিমানবন্দরে ইমিগ্রেশন প্রক্রিয়া সম্পন্ন করার পর বাফুফের কর্মকর্তারা তাকে আনুষ্ঠানিকভাবে বরণ করে নিয়েছেন। হামজার বাংলাদেশ দলে খেলার খবর আলোড়ন তুলেছে ফুটবলপ্রেমীদের মধ্যে। গণমাধ্যমকর্মীরাও এই ঐতিহাসিক মুহূর্ত ক্যামেরাবন্দি করতে বিমানবন্দরে ভিড় করেছেন। বাংলাদেশের জার্সিতে হামজার মাঠে নামার অপেক্ষায় এখন পুরো দেশ। — [737, 519, 837, 687]
notice-ref-row — [35, 954, 225, 961]
notice-section: ধারা: এন.আই.এ্যাক্টর ১৩৮ ধারা — [549, 1054, 622, 1061]
legal-notice — [639, 931, 838, 1094]
notice-ref: স্মারক নং-০১,০১,০০৯,০০০০,২০২৫-৫২১৯, ৫২৭৩ — [487, 773, 590, 786]
notice-table — [667, 868, 833, 908]
notice-code: জি-২৫৫/২৫ — [644, 1250, 673, 1257]
notice-col-case: মামলার নম্বর ও ধারা — [547, 1037, 630, 1047]
notice-case — [750, 1047, 833, 1082]
notice-ref-row — [441, 1128, 631, 1135]
fariya-photo — [30, 752, 196, 938]
notice-accused: ১) মোফাজ্জল মিয়া, পিতা-তারা মিয়া, প্রোপাইটর দেলোর কমিলা এন্টারপ্রাইজ, ১৬/৫, আহমদবাগ রোড, দক্ষিণ মাজেদী, খামারবাড়ী, থানা-মুগদা, জেলা-ঢাকা। — [645, 1221, 750, 1250]
legal-notice — [30, 1105, 230, 1268]
